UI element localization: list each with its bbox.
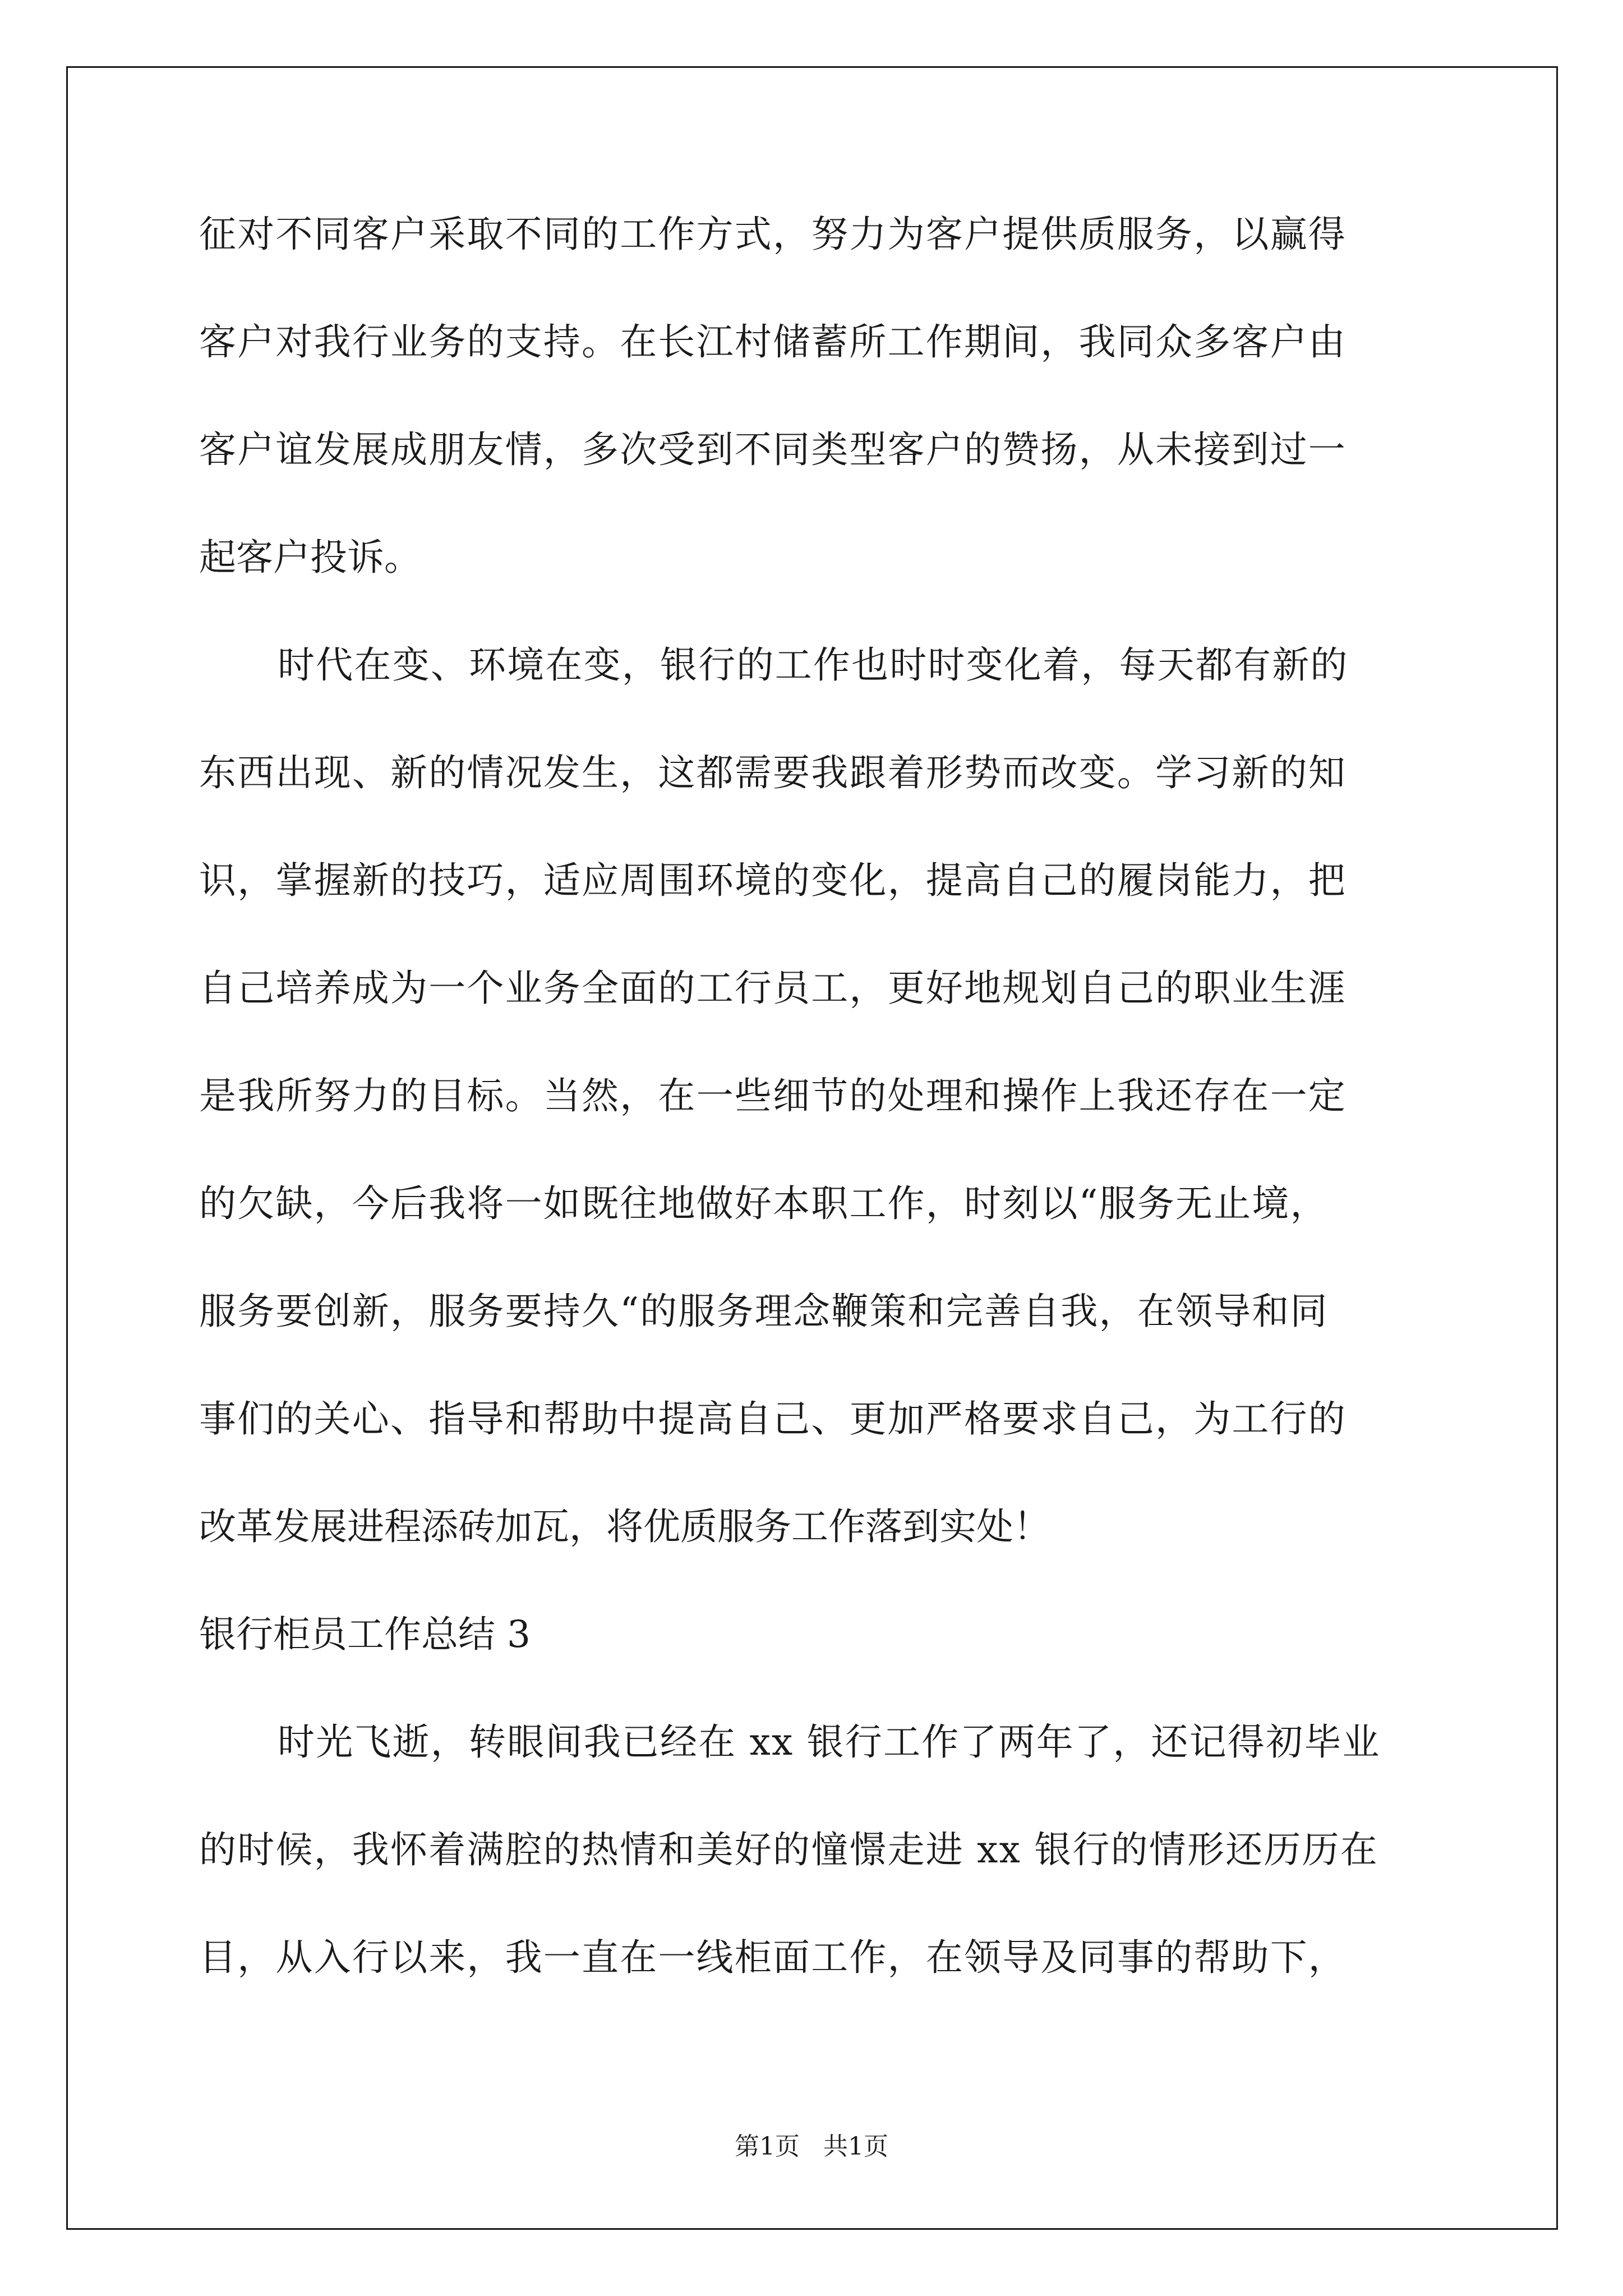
text-line: 改革发展进程添砖加瓦，将优质服务工作落到实处！ bbox=[199, 1505, 1050, 1548]
page-footer: 第1页 共1页 bbox=[735, 2132, 888, 2161]
text-line: 目，从入行以来，我一直在一线柜面工作，在领导及同事的帮助下， bbox=[199, 1936, 1347, 1979]
text-line: 事们的关心、指导和帮助中提高自己、更加严格要求自己，为工行的 bbox=[199, 1397, 1347, 1441]
text-line: 是我所努力的目标。当然，在一些细节的处理和操作上我还存在一定 bbox=[199, 1074, 1347, 1117]
text-line: 自己培养成为一个业务全面的工行员工，更好地规划自己的职业生涯 bbox=[199, 967, 1347, 1010]
text-line: 时光飞逝，转眼间我已经在 xx 银行工作了两年了，还记得初毕业 bbox=[278, 1720, 1381, 1764]
text-line: 的欠缺，今后我将一如既往地做好本职工作，时刻以“服务无止境， bbox=[199, 1182, 1329, 1225]
text-line: 征对不同客户采取不同的工作方式，努力为客户提供质服务，以赢得 bbox=[199, 213, 1347, 256]
text-line: 客户对我行业务的支持。在长江村储蓄所工作期间，我同众多客户由 bbox=[199, 320, 1347, 364]
page-border bbox=[66, 66, 1558, 2230]
text-line: 客户谊发展成朋友情，多次受到不同类型客户的赞扬，从未接到过一 bbox=[199, 428, 1347, 471]
text-line: 识，掌握新的技巧，适应周围环境的变化，提高自己的履岗能力，把 bbox=[199, 859, 1347, 902]
text-line: 起客户投诉。 bbox=[199, 536, 421, 579]
text-line: 东西出现、新的情况发生，这都需要我跟着形势而改变。学习新的知 bbox=[199, 751, 1347, 794]
section-heading: 银行柜员工作总结 3 bbox=[199, 1613, 531, 1656]
text-line: 的时候，我怀着满腔的热情和美好的憧憬走进 xx 银行的情形还历历在 bbox=[199, 1828, 1379, 1871]
text-line: 时代在变、环境在变，银行的工作也时时变化着，每天都有新的 bbox=[278, 643, 1349, 687]
text-line: 服务要创新，服务要持久“的服务理念鞭策和完善自我，在领导和同 bbox=[199, 1290, 1329, 1333]
